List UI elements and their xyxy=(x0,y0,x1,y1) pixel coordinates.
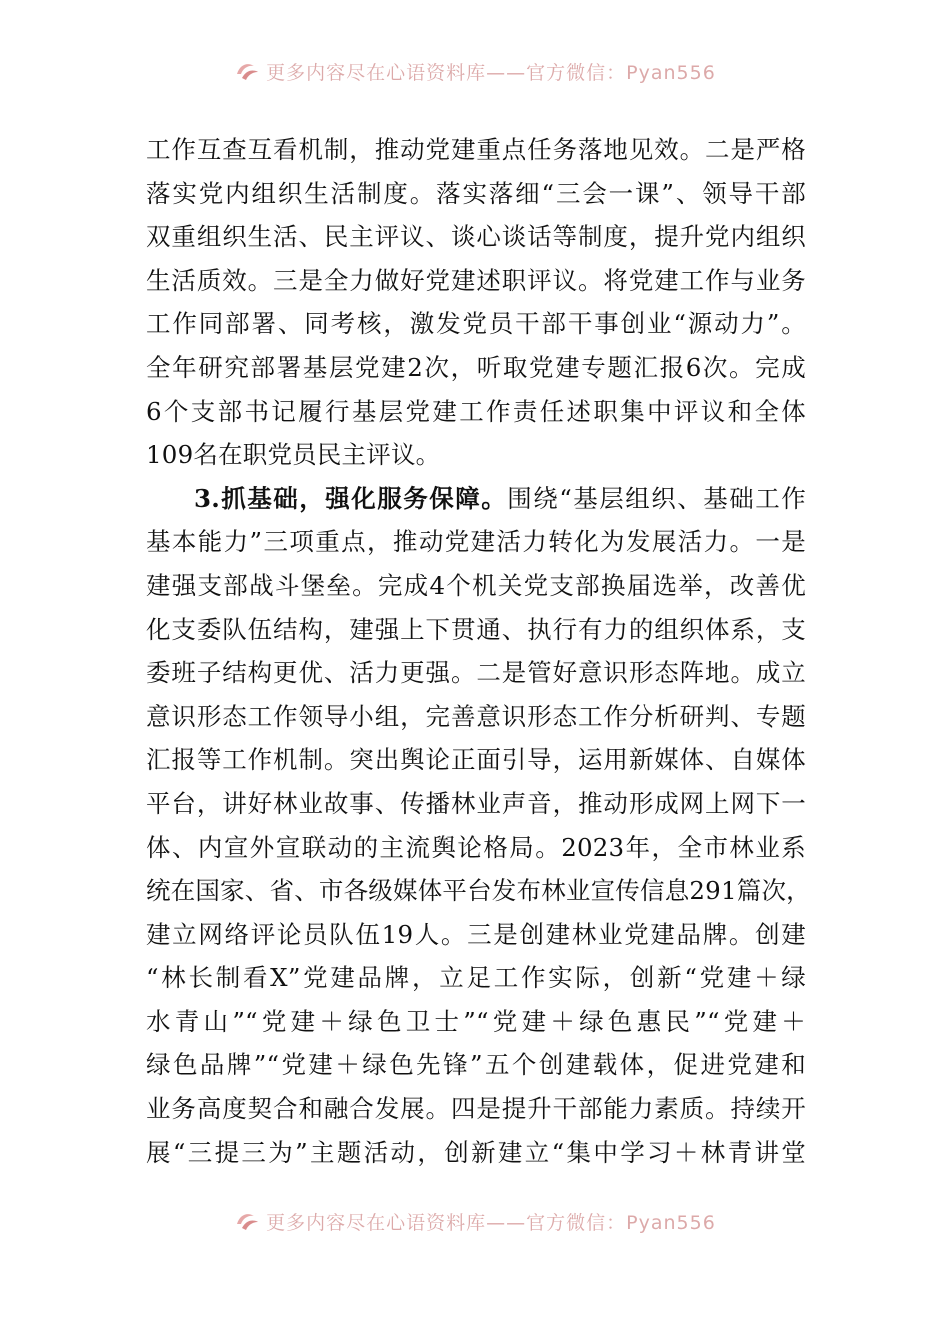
text-line: 水青山”“党建＋绿色卫士”“党建＋绿色惠民”“党建＋ xyxy=(146,1006,806,1036)
paragraph-2 xyxy=(146,477,811,1175)
text-line: 平台，讲好林业故事、传播林业声音，推动形成网上网下一 xyxy=(146,788,806,818)
text-run: 围绕“基层组织、基础工作 xyxy=(507,483,806,513)
watermark-text: 更多内容尽在心语资料库——官方微信：Pyan556 xyxy=(266,1211,716,1234)
text-line: 统在国家、省、市各级媒体平台发布林业宣传信息291篇次， xyxy=(146,876,811,906)
text-line: 体、内宣外宣联动的主流舆论格局。2023年，全市林业系 xyxy=(146,832,806,862)
section-heading: 3.抓基础，强化服务保障。 xyxy=(194,483,508,513)
paragraph-1 xyxy=(146,128,806,477)
text-line xyxy=(146,477,806,521)
text-line: 6个支部书记履行基层党建工作责任述职集中评议和全体 xyxy=(146,396,806,426)
watermark-logo-icon xyxy=(234,60,260,82)
text-line: 基本能力”三项重点，推动党建活力转化为发展活力。一是 xyxy=(146,527,806,557)
text-line: 工作同部署、同考核，激发党员干部干事创业“源动力”。 xyxy=(146,309,806,339)
text-line: 双重组织生活、民主评议、谈心谈话等制度，提升党内组织 xyxy=(146,222,806,252)
watermark-logo-icon xyxy=(234,1210,260,1232)
text-line: 委班子结构更优、活力更强。二是管好意识形态阵地。成立 xyxy=(146,658,806,688)
text-line: 109名在职党员民主评议。 xyxy=(146,440,441,470)
text-line: 落实党内组织生活制度。落实落细“三会一课”、领导干部 xyxy=(146,178,806,208)
header-watermark xyxy=(0,56,950,86)
text-line: 意识形态工作领导小组，完善意识形态工作分析研判、专题 xyxy=(146,701,806,731)
document-body xyxy=(146,128,811,1174)
text-line: 化支委队伍结构，建强上下贯通、执行有力的组织体系，支 xyxy=(146,614,806,644)
text-line: 建立网络评论员队伍19人。三是创建林业党建品牌。创建 xyxy=(146,919,806,949)
text-line: 汇报等工作机制。突出舆论正面引导，运用新媒体、自媒体 xyxy=(146,745,806,775)
text-line: 建强支部战斗堡垒。完成4个机关党支部换届选举，改善优 xyxy=(146,570,806,600)
footer-watermark xyxy=(0,1206,950,1236)
text-line: 生活质效。三是全力做好党建述职评议。将党建工作与业务 xyxy=(146,265,806,295)
text-line: 业务高度契合和融合发展。四是提升干部能力素质。持续开 xyxy=(146,1094,806,1124)
text-line: 绿色品牌”“党建＋绿色先锋”五个创建载体，促进党建和 xyxy=(146,1050,806,1080)
text-line: 工作互查互看机制，推动党建重点任务落地见效。二是严格 xyxy=(146,135,806,164)
text-line: “林长制看X”党建品牌，立足工作实际，创新“党建＋绿 xyxy=(146,963,806,993)
watermark-text: 更多内容尽在心语资料库——官方微信：Pyan556 xyxy=(266,61,716,84)
text-line: 全年研究部署基层党建2次，听取党建专题汇报6次。完成 xyxy=(146,352,806,382)
text-line: 展“三提三为”主题活动，创新建立“集中学习＋林青讲堂 xyxy=(146,1137,806,1167)
